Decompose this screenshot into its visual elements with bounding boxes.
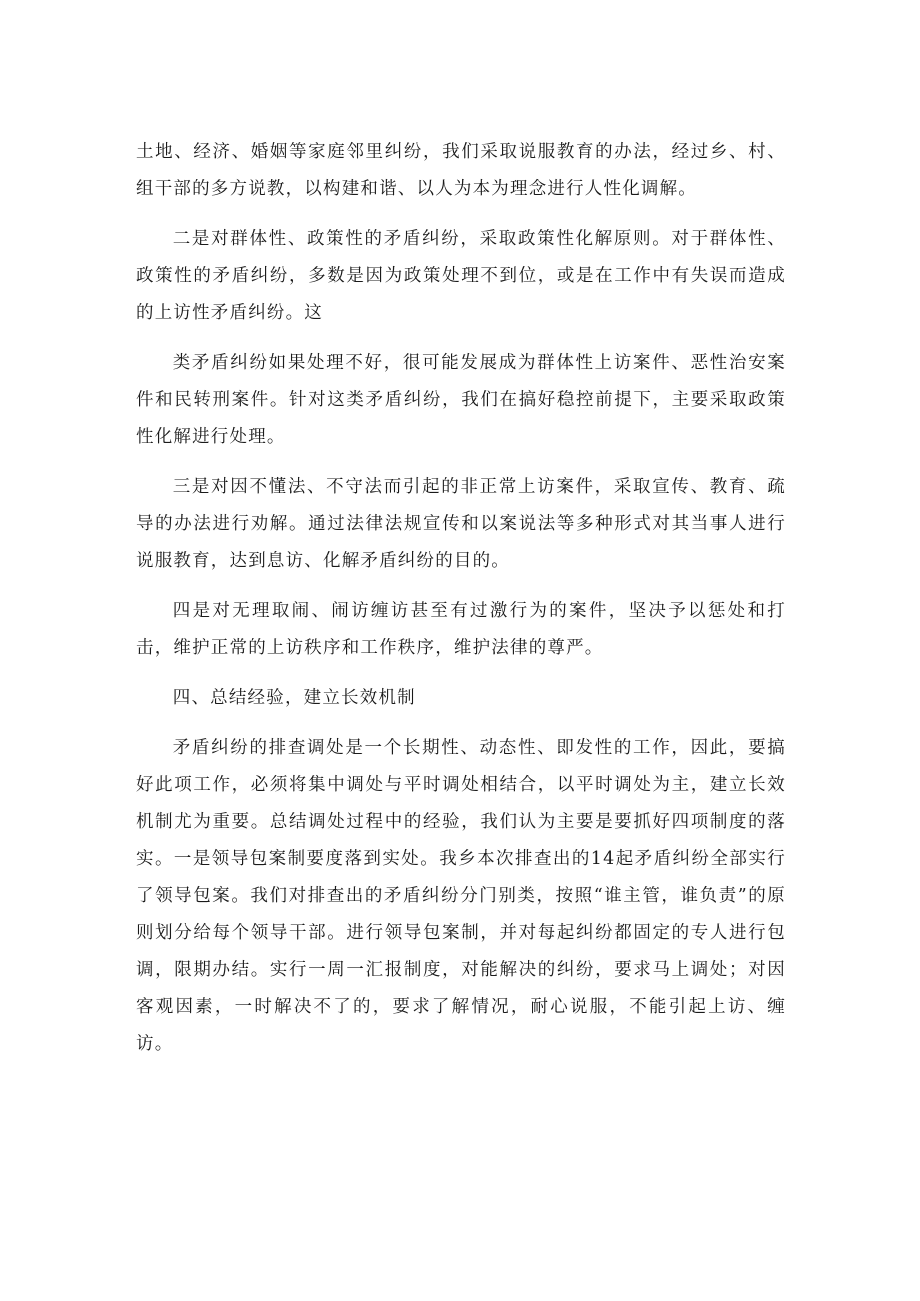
paragraph-point-three: 三是对因不懂法、不守法而引起的非正常上访案件，采取宣传、教育、疏导的办法进行劝解。通过法律法规宣传和以案说法等多种形式对其当事人进行说服教育，达到息访、化解矛盾纠纷的目的。 xyxy=(136,477,786,571)
document-body xyxy=(136,134,786,1076)
paragraph-point-two-continued: 类矛盾纠纷如果处理不好，很可能发展成为群体性上访案件、恶性治安案件和民转刑案件。针对这类矛盾纠纷，我们在搞好稳控前提下，主要采取政策性化解进行处理。 xyxy=(136,353,786,447)
paragraph-point-four: 四是对无理取闹、闹访缠访甚至有过激行为的案件，坚决予以惩处和打击，维护正常的上访秩序和工作秩序，维护法律的尊严。 xyxy=(136,601,786,658)
paragraph-continuation: 土地、经济、婚姻等家庭邻里纠纷，我们采取说服教育的办法，经过乡、村、组干部的多方说教，以构建和谐、以人为本为理念进行人性化调解。 xyxy=(136,142,786,199)
section-heading-four: 四、总结经验，建立长效机制 xyxy=(172,688,416,708)
paragraph-point-two: 二是对群体性、政策性的矛盾纠纷，采取政策性化解原则。对于群体性、政策性的矛盾纠纷，多数是因为政策处理不到位，或是在工作中有失误而造成的上访性矛盾纠纷。这 xyxy=(136,229,786,323)
paragraph-long-term-mechanism: 矛盾纠纷的排查调处是一个长期性、动态性、即发性的工作，因此，要搞好此项工作，必须将集中调处与平时调处相结合，以平时调处为主，建立长效机制尤为重要。总结调处过程中的经验，我们认为主要是要抓好四项制度的落实。一是领导包案制要度落到实处。我乡本次排查出的14起矛盾纠纷全部实行了领导包案。我们对排查出的矛盾纠纷分门别类，按照“谁主管，谁负责”的原则划分给每个领导干部。进行领导包案制，并对每起纠纷都固定的专人进行包调，限期办结。实行一周一汇报制度，对能解决的纠纷，要求马上调处；对因客观因素，一时解决不了的，要求了解情况，耐心说服，不能引起上访、缠访。 xyxy=(136,738,786,1054)
